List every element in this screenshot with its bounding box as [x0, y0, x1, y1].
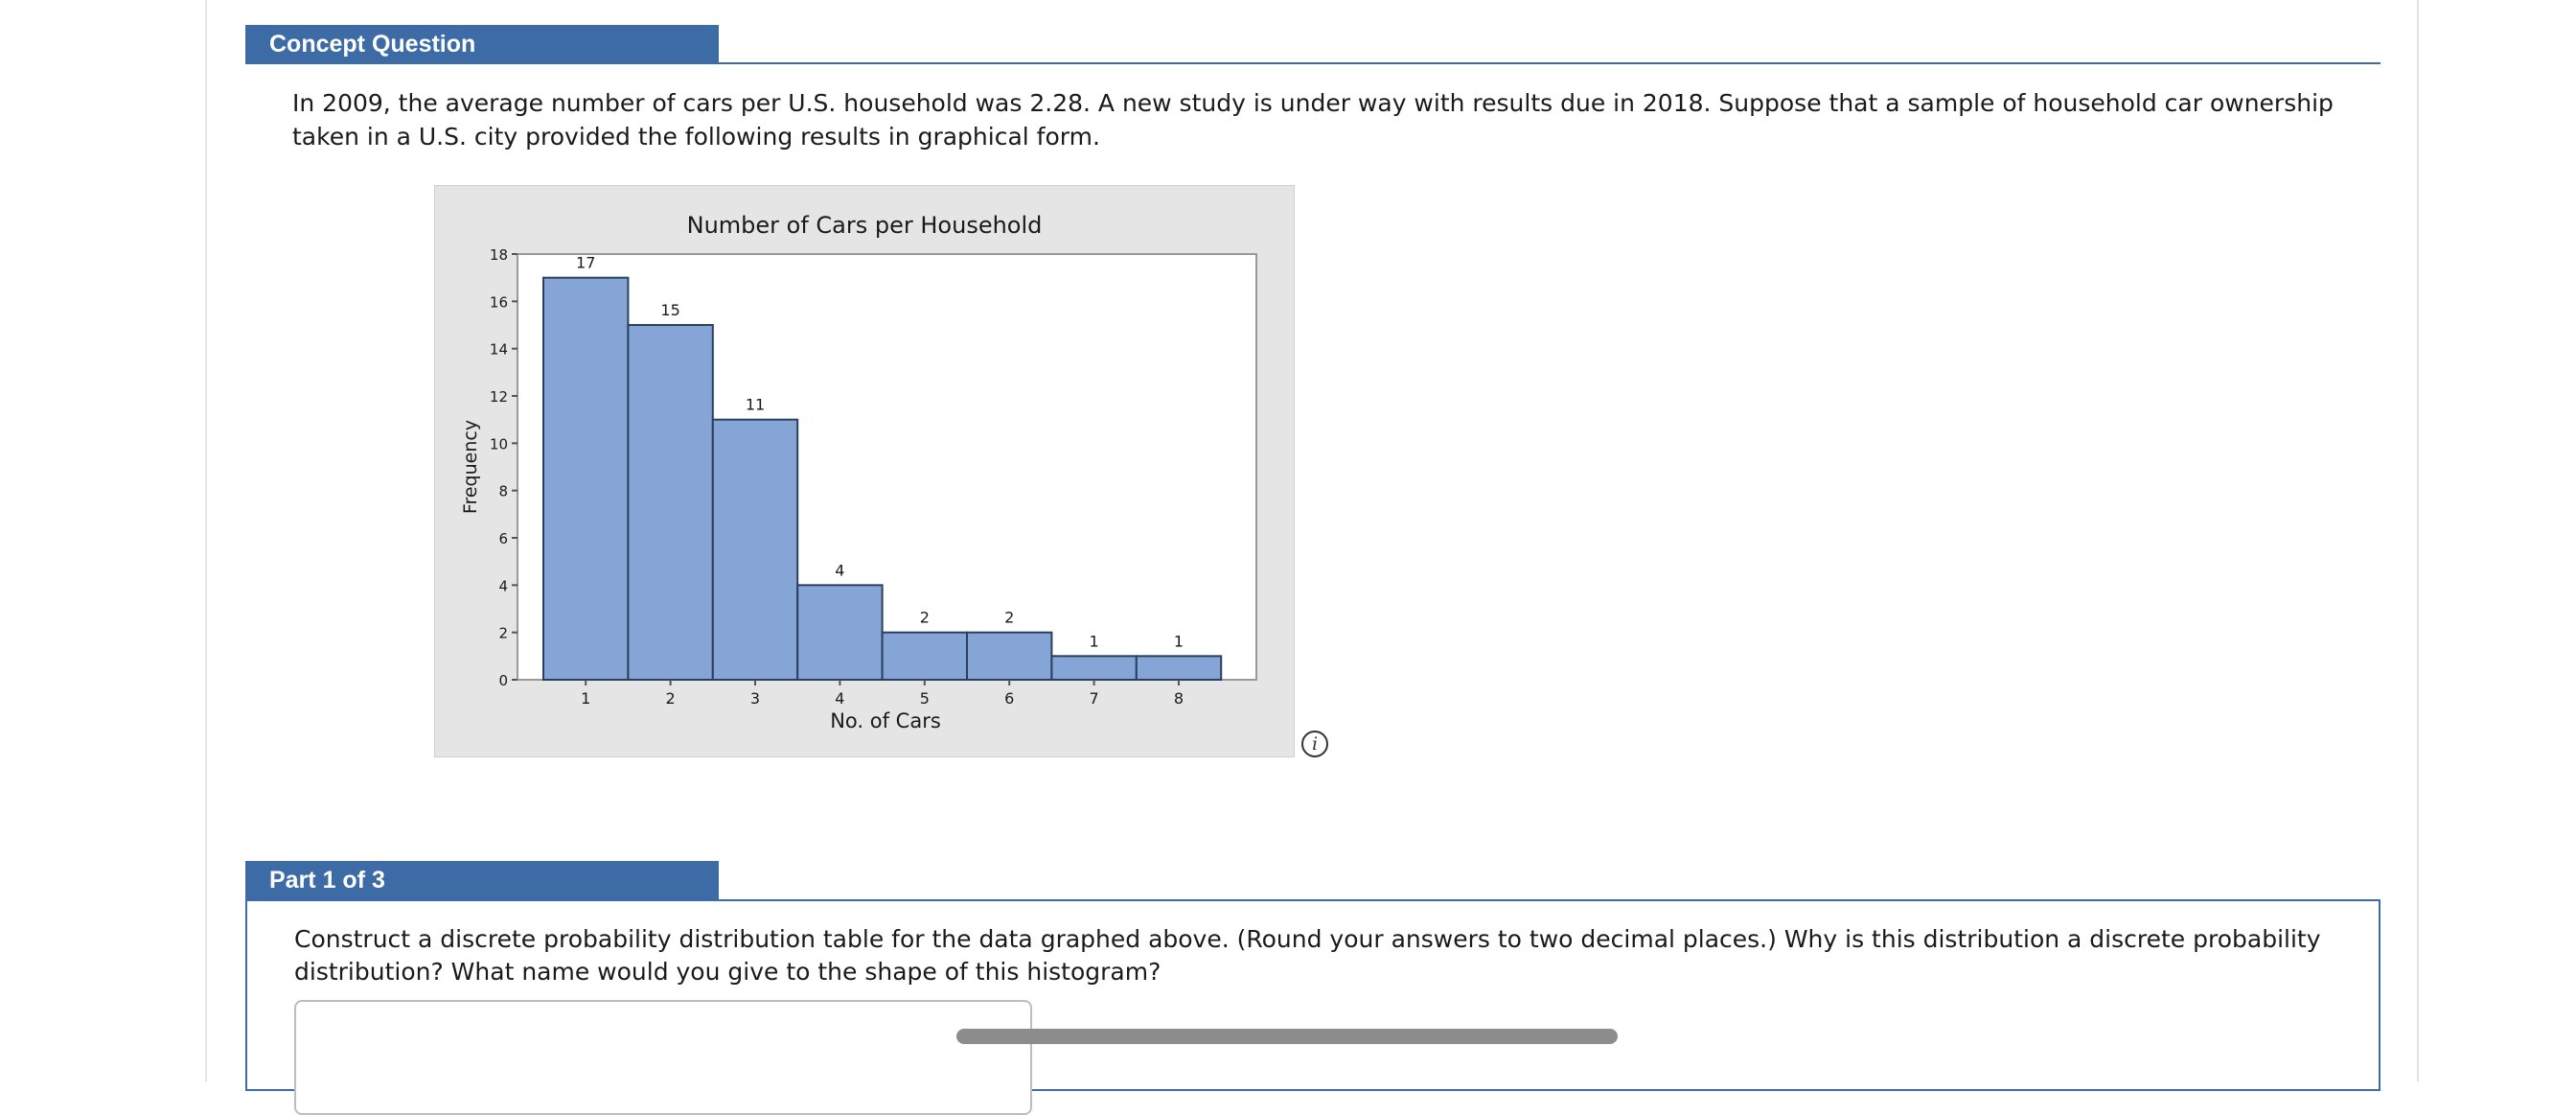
- y-tick-label: 18: [489, 246, 508, 264]
- answer-input-box[interactable]: [294, 1000, 1032, 1115]
- x-tick-label: 6: [1004, 689, 1015, 708]
- histogram-bar: [1051, 656, 1136, 680]
- concept-text-line-2: taken in a U.S. city provided the following results in graphical form.: [292, 123, 1100, 151]
- histogram-bar: [797, 585, 882, 680]
- bar-data-label: 11: [745, 395, 766, 414]
- y-tick-label: 12: [489, 388, 508, 406]
- chart-title: Number of Cars per Household: [686, 212, 1043, 239]
- part1-text-line-1: Construct a discrete probability distribution table for the data graphed above. (Round your answers to two decimal places.) Why is this distribution a discrete probability: [294, 925, 2321, 953]
- concept-question-header: Concept Question: [245, 25, 719, 63]
- y-tick-label: 10: [489, 435, 508, 453]
- x-axis-label: No. of Cars: [830, 709, 941, 732]
- x-tick-label: 2: [665, 689, 676, 708]
- y-tick-label: 16: [489, 293, 508, 312]
- bar-data-label: 1: [1173, 632, 1184, 651]
- y-tick-label: 8: [498, 482, 508, 500]
- histogram-bar: [1137, 656, 1221, 680]
- histogram-bar: [543, 278, 628, 680]
- concept-text-line-1: In 2009, the average number of cars per U.S. household was 2.28. A new study is under way with results due in 2018. Suppose that a sample of household car ownership: [292, 89, 2334, 117]
- concept-header-rule: [245, 62, 2380, 64]
- horizontal-scrollbar[interactable]: [956, 1029, 1618, 1044]
- x-tick-label: 4: [835, 689, 845, 708]
- histogram-figure: [434, 185, 1295, 757]
- bar-data-label: 2: [1004, 608, 1015, 627]
- y-tick-label: 14: [489, 340, 508, 359]
- part1-text-line-2: distribution? What name would you give to the shape of this histogram?: [294, 958, 1162, 986]
- x-tick-label: 8: [1173, 689, 1184, 708]
- y-tick-label: 6: [498, 530, 508, 547]
- x-tick-label: 1: [581, 689, 591, 708]
- info-icon[interactable]: i: [1301, 731, 1328, 757]
- x-tick-label: 3: [749, 689, 761, 708]
- part1-header: Part 1 of 3: [245, 861, 719, 899]
- bar-data-label: 17: [576, 253, 596, 272]
- bar-data-label: 4: [835, 561, 845, 580]
- histogram-bar: [967, 633, 1051, 680]
- y-tick-label: 0: [498, 672, 508, 689]
- histogram-bar: [883, 633, 967, 680]
- bar-data-label: 1: [1089, 632, 1099, 651]
- histogram-chart: [435, 186, 1294, 756]
- x-tick-label: 7: [1089, 689, 1099, 708]
- bar-data-label: 2: [919, 608, 930, 627]
- histogram-bar: [628, 325, 712, 680]
- histogram-bar: [713, 420, 797, 680]
- y-tick-label: 4: [498, 577, 508, 595]
- x-tick-label: 5: [919, 689, 930, 708]
- bar-data-label: 15: [660, 301, 680, 319]
- y-axis-label: Frequency: [460, 419, 481, 515]
- y-tick-label: 2: [498, 624, 508, 642]
